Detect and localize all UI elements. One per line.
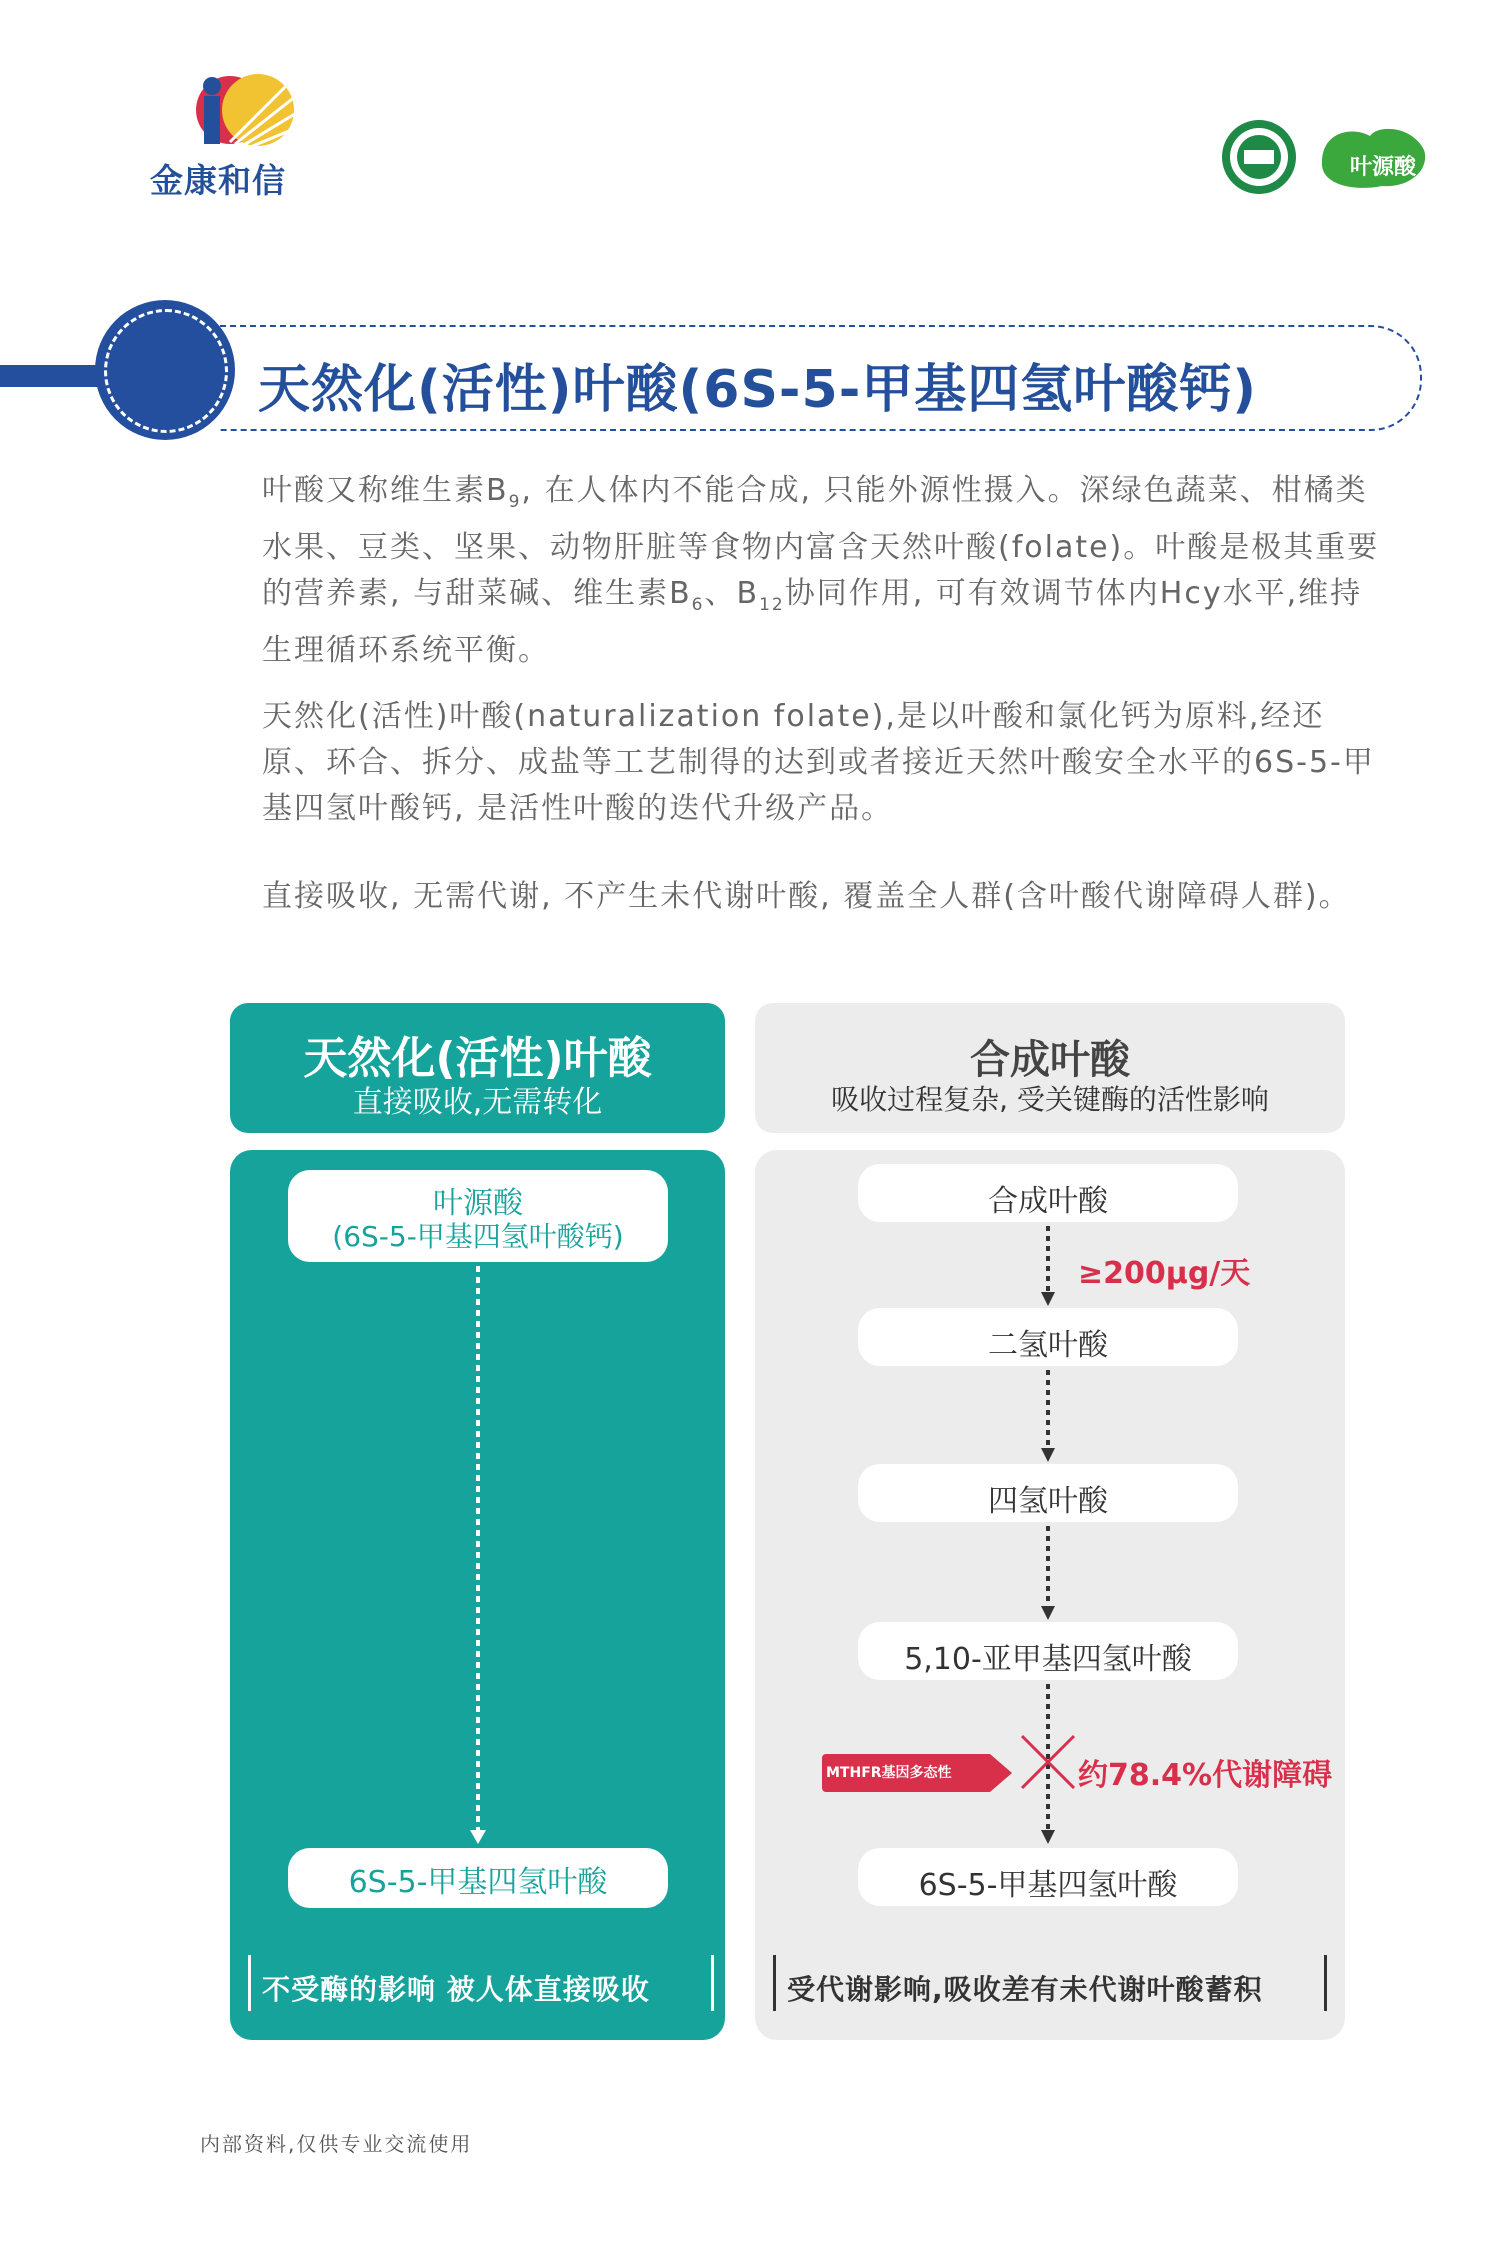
synthetic-folate-subheading: 吸收过程复杂, 受关键酶的活性影响 <box>831 1083 1269 1116</box>
dose-note: ≥200μg/天 <box>1078 1256 1251 1291</box>
pathway-node-label: 5,10-亚甲基四氢叶酸 <box>904 1642 1192 1677</box>
pathway-node-label: 二氢叶酸 <box>988 1328 1108 1363</box>
definition-paragraph: 天然化(活性)叶酸(naturalization folate),是以叶酸和氯化钙为原料,经还原、环合、拆分、成盐等工艺制得的达到或者接近天然叶酸安全水平的6S-5-甲基四氢叶酸钙, 是活性叶酸的迭代升级产品。 <box>262 699 1375 826</box>
pathway-arrow <box>1035 1526 1061 1622</box>
brand-name: 金康和信 <box>150 161 286 200</box>
pathway-arrow <box>1035 1226 1061 1308</box>
natural-folate-footer: 不受酶的影响 被人体直接吸收 <box>262 1973 650 2006</box>
page-title: 天然化(活性)叶酸(6S-5-甲基四氢叶酸钙) <box>258 360 1258 420</box>
synthetic-folate-heading: 合成叶酸 <box>970 1037 1130 1083</box>
intro-paragraph: 叶酸又称维生素$B_9$, 在人体内不能合成, 只能外源性摄入。深绿色蔬菜、柑橘类水果、豆类、坚果、动物肝脏等食物内富含天然叶酸(folate)。叶酸是极其重要的营养素, 与甜菜碱、维生素$B_6$、$B_{12}$协同作用, 可有效调节体内Hcy水平,维持生理循环系统平衡。 <box>262 473 1380 668</box>
title-circle-ring <box>104 309 228 433</box>
natural-folate-source-name: 叶源酸 <box>433 1186 523 1221</box>
mthfr-tag-arrow-icon <box>990 1754 1012 1792</box>
pathway-arrow <box>1035 1370 1061 1464</box>
certification-seal-icon <box>1220 118 1298 196</box>
pathway-node-label: 6S-5-甲基四氢叶酸 <box>918 1868 1178 1903</box>
cert-badge-text: 叶源酸 <box>1350 155 1417 180</box>
natural-folate-result-label: 6S-5-甲基四氢叶酸 <box>348 1865 608 1900</box>
mthfr-tag-label: MTHFR基因多态性 <box>826 1765 952 1781</box>
pathway-node-label: 四氢叶酸 <box>988 1484 1108 1519</box>
internal-use-note: 内部资料,仅供专业交流使用 <box>200 2132 473 2156</box>
metabolic-disorder-note: 约78.4%代谢障碍 <box>1078 1758 1333 1793</box>
natural-folate-subheading: 直接吸收,无需转化 <box>352 1085 603 1120</box>
benefit-paragraph: 直接吸收, 无需代谢, 不产生未代谢叶酸, 覆盖全人群(含叶酸代谢障碍人群)。 <box>262 879 1351 914</box>
pathway-node-label: 合成叶酸 <box>988 1184 1108 1219</box>
natural-folate-source-formula: (6S-5-甲基四氢叶酸钙) <box>332 1220 624 1253</box>
direct-path-arrow <box>465 1266 491 1846</box>
natural-folate-heading: 天然化(活性)叶酸 <box>303 1033 652 1084</box>
synthetic-folate-footer: 受代谢影响,吸收差有未代谢叶酸蓄积 <box>787 1973 1263 2006</box>
